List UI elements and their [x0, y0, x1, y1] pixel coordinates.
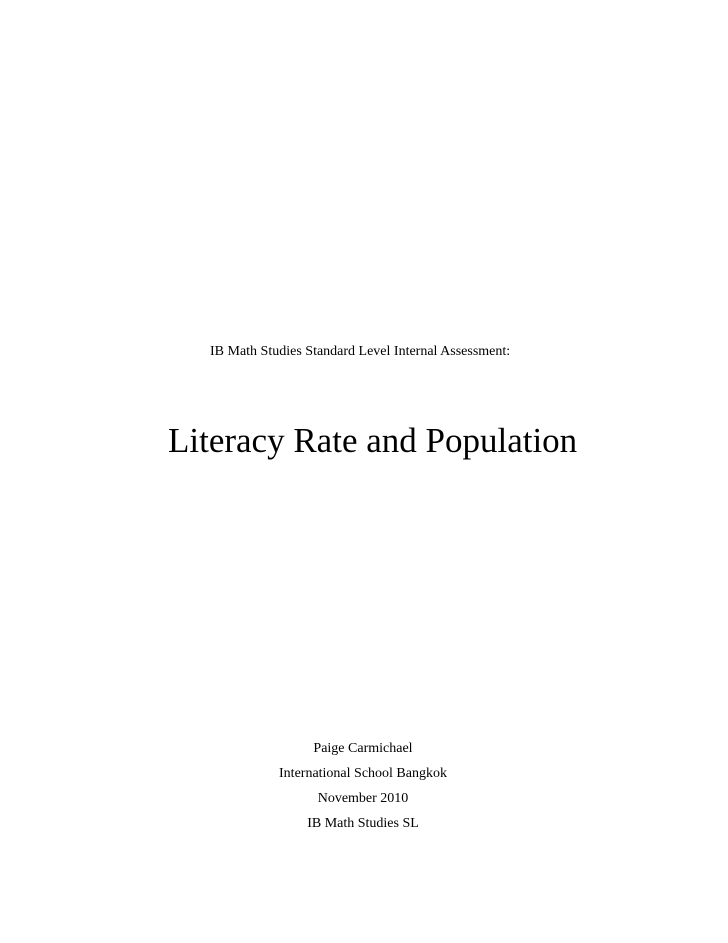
- author-name: Paige Carmichael: [313, 741, 413, 756]
- author-info-block: [228, 740, 498, 840]
- assessment-subtitle: IB Math Studies Standard Level Internal Assessment:: [210, 344, 511, 359]
- document-title: Literacy Rate and Population: [168, 421, 578, 460]
- course-name: IB Math Studies SL: [307, 816, 419, 831]
- submission-date: November 2010: [317, 791, 409, 806]
- school-name: International School Bangkok: [279, 766, 447, 781]
